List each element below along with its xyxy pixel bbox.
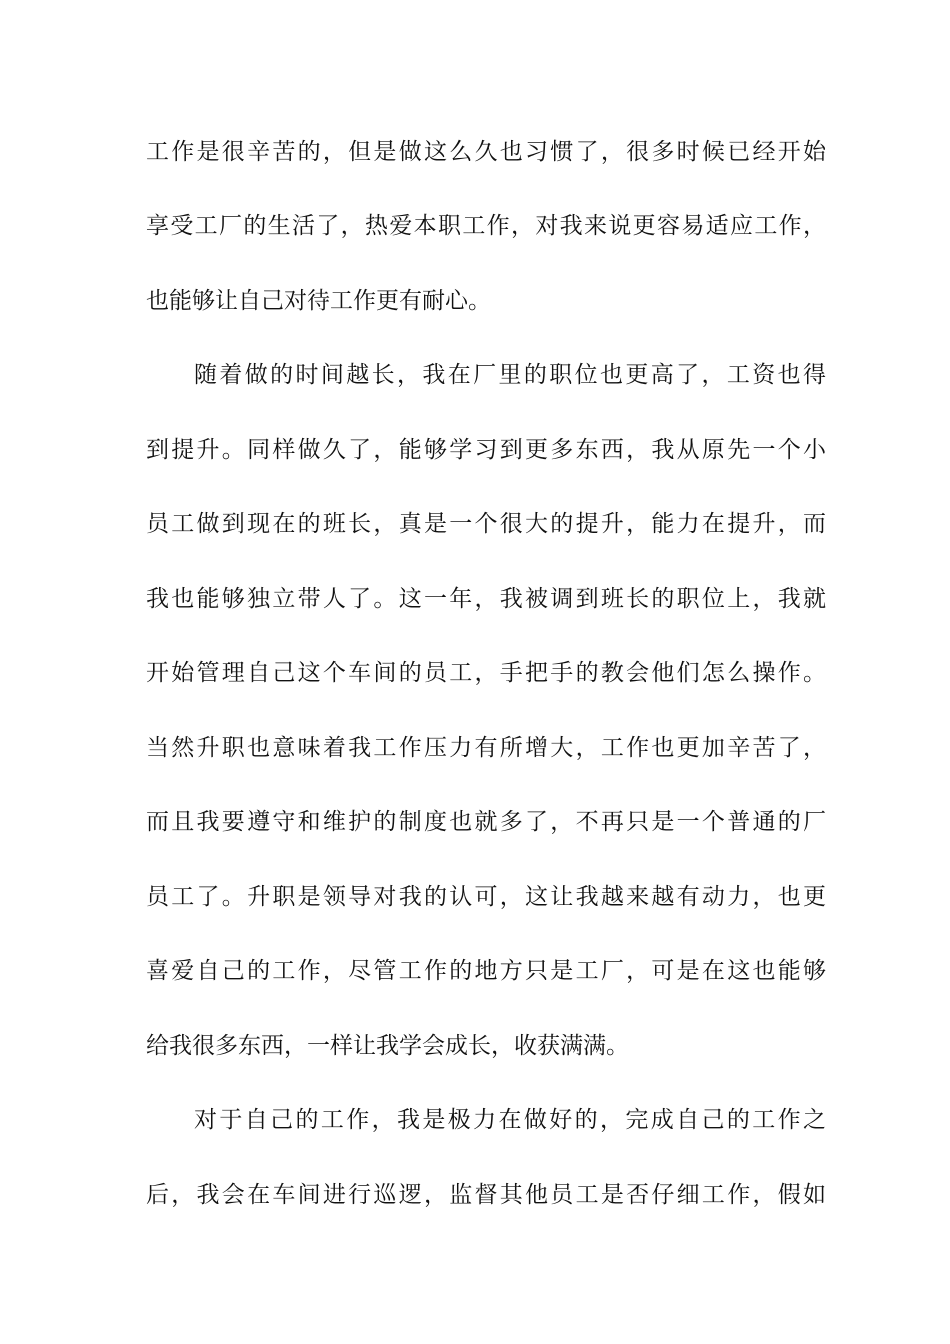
text-line: 喜爱自己的工作，尽管工作的地方只是工厂，可是在这也能够	[146, 958, 826, 984]
text-line: 后，我会在车间进行巡逻，监督其他员工是否仔细工作，假如	[146, 1182, 826, 1208]
text-line: 也能够让自己对待工作更有耐心。	[146, 288, 491, 314]
text-line: 员工了。升职是领导对我的认可，这让我越来越有动力，也更	[146, 884, 826, 910]
text-line: 到提升。同样做久了，能够学习到更多东西，我从原先一个小	[146, 437, 826, 463]
text-line: 工作是很辛苦的，但是做这么久也习惯了，很多时候已经开始	[146, 139, 826, 165]
text-line: 当然升职也意味着我工作压力有所增大，工作也更加辛苦了，	[146, 735, 826, 761]
text-line: 开始管理自己这个车间的员工，手把手的教会他们怎么操作。	[146, 660, 826, 686]
text-line: 员工做到现在的班长，真是一个很大的提升，能力在提升，而	[146, 511, 826, 537]
text-line: 给我很多东西，一样让我学会成长，收获满满。	[146, 1033, 629, 1059]
text-line: 而且我要遵守和维护的制度也就多了，不再只是一个普通的厂	[146, 809, 826, 835]
text-line: 享受工厂的生活了，热爱本职工作，对我来说更容易适应工作，	[146, 213, 826, 239]
paragraph-first-line: 对于自己的工作，我是极力在做好的，完成自己的工作之	[194, 1107, 826, 1133]
text-line: 我也能够独立带人了。这一年，我被调到班长的职位上，我就	[146, 586, 826, 612]
paragraph-first-line: 随着做的时间越长，我在厂里的职位也更高了，工资也得	[194, 362, 826, 388]
